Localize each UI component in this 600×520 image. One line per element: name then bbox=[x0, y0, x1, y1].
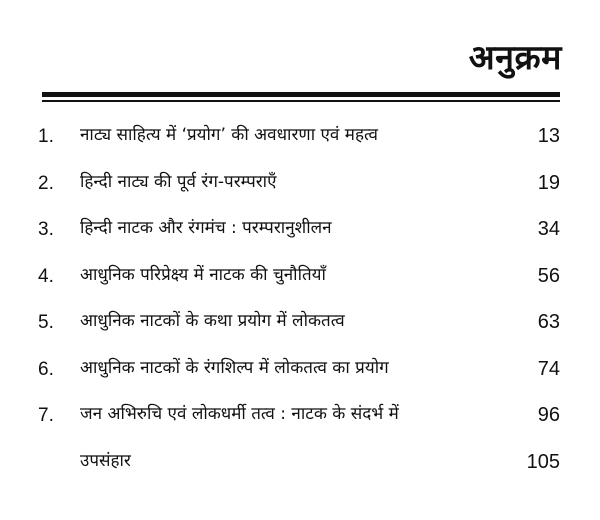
entry-page-number: 56 bbox=[537, 264, 560, 287]
entry-title: आधुनिक नाटकों के कथा प्रयोग में लोकतत्व bbox=[80, 311, 345, 331]
entry-title: हिन्दी नाटक और रंगमंच : परम्परानुशीलन bbox=[80, 218, 332, 238]
entry-page-number: 96 bbox=[537, 404, 560, 426]
entry-title: आधुनिक नाटकों के रंगशिल्प में लोकतत्व का प्रयोग bbox=[80, 357, 389, 378]
toc-entry bbox=[0, 208, 600, 255]
entry-page-number: 34 bbox=[537, 218, 560, 240]
entry-title: हिन्दी नाट्य की पूर्व रंग-परम्पराएँ bbox=[80, 171, 277, 192]
entry-number: 6. bbox=[38, 358, 54, 380]
toc-entry bbox=[0, 301, 600, 348]
entry-page-number: 105 bbox=[526, 450, 560, 473]
entry-number: 3. bbox=[38, 219, 54, 240]
entry-number: 5. bbox=[38, 312, 54, 333]
entry-title: आधुनिक परिप्रेक्ष्य में नाटक की चुनौतियाँ bbox=[80, 264, 326, 285]
entry-page-number: 13 bbox=[537, 125, 560, 147]
entry-page-number: 63 bbox=[537, 311, 560, 333]
toc-entry bbox=[0, 394, 600, 441]
entry-title: उपसंहार bbox=[80, 450, 131, 471]
entry-number: 1. bbox=[38, 126, 54, 147]
entry-number: 7. bbox=[38, 405, 54, 426]
toc-entry bbox=[0, 348, 600, 395]
entry-number: 4. bbox=[38, 265, 54, 287]
toc-entry bbox=[0, 162, 600, 209]
heading-rule-thick bbox=[42, 92, 560, 97]
toc-entry bbox=[0, 441, 600, 488]
toc-entry bbox=[0, 115, 600, 162]
toc-list bbox=[0, 115, 600, 487]
entry-title: नाट्य साहित्य में ‘प्रयोग’ की अवधारणा एवं महत्व bbox=[80, 125, 378, 145]
entry-page-number: 74 bbox=[537, 357, 560, 380]
entry-page-number: 19 bbox=[537, 171, 560, 194]
heading-rule-thin bbox=[42, 100, 560, 102]
entry-number: 2. bbox=[38, 172, 54, 194]
entry-title: जन अभिरुचि एवं लोकधर्मी तत्व : नाटक के संदर्भ में bbox=[80, 404, 399, 424]
contents-heading: अनुक्रम bbox=[468, 38, 562, 78]
toc-entry bbox=[0, 255, 600, 302]
